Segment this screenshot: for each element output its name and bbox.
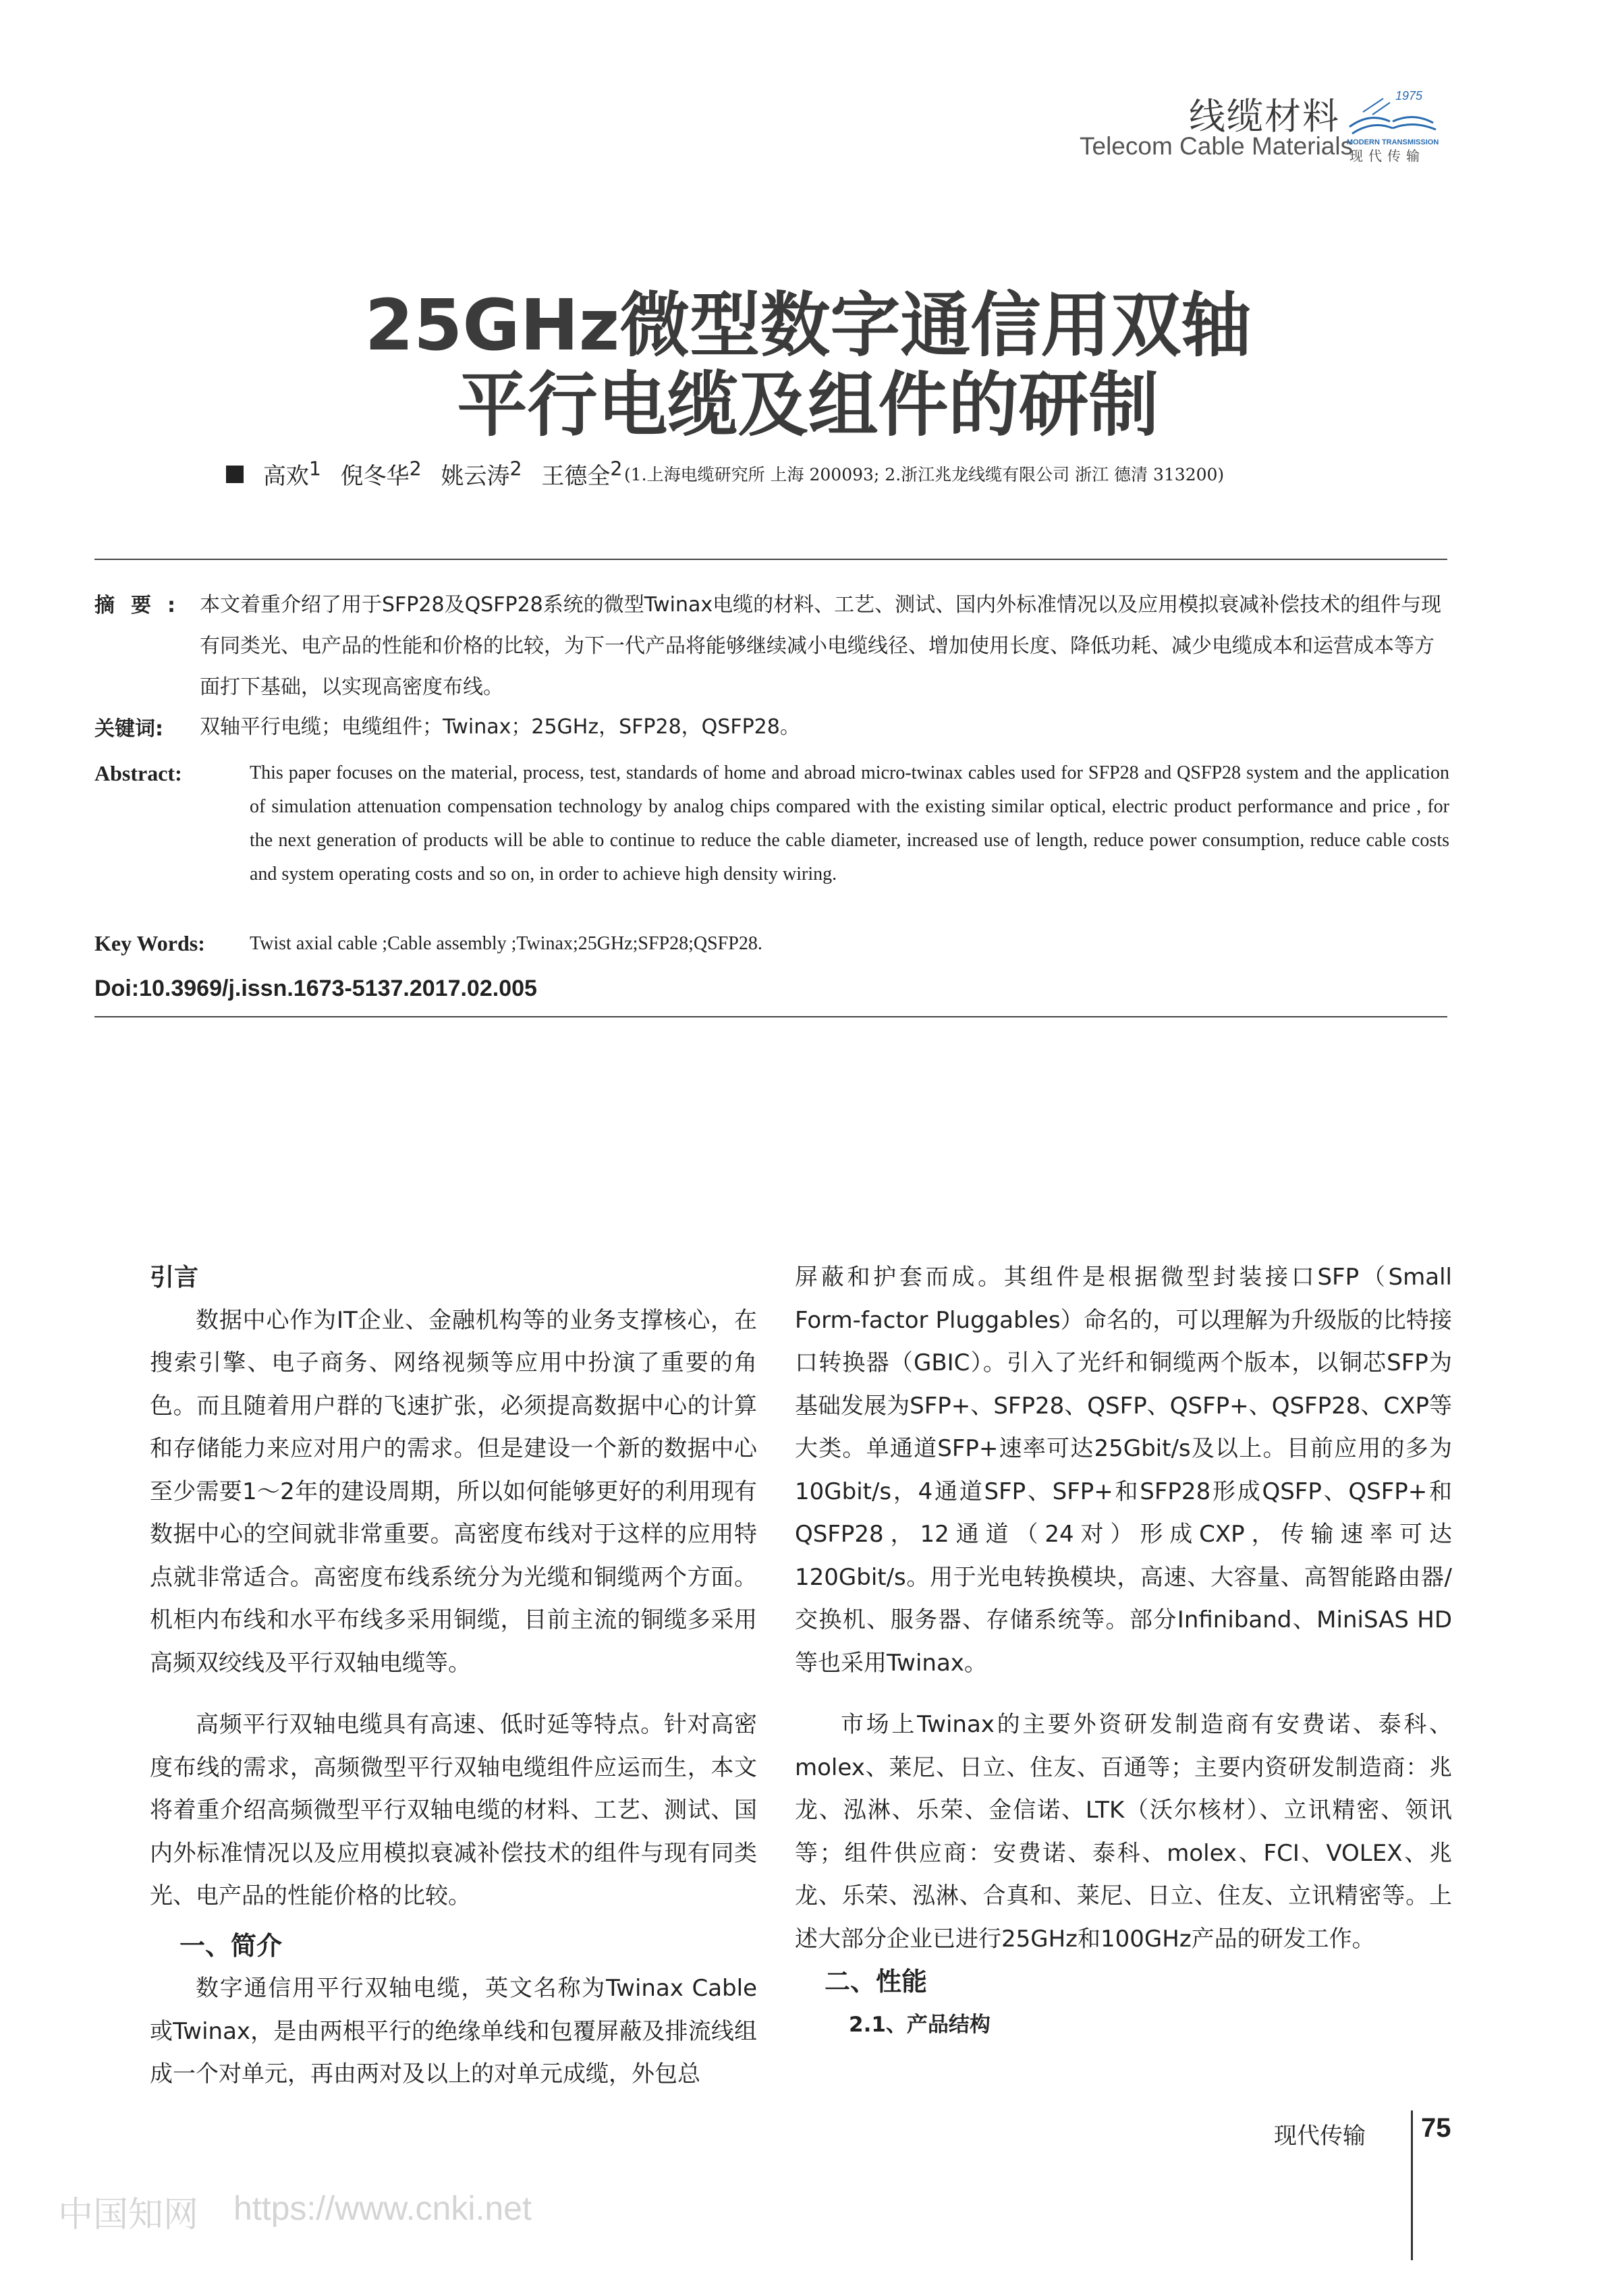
journal-section-title-en: Telecom Cable Materials [1080, 132, 1354, 160]
divider [94, 559, 1447, 560]
section-heading-intro: 引言 [150, 1264, 199, 1291]
body-column-right [795, 1256, 1452, 2046]
author-name: 高欢$^1$ [262, 457, 321, 490]
paragraph: 数字通信用平行双轴电缆，英文名称为Twinax Cable或Twinax，是由两根平行的绝缘单线和包覆屏蔽及排流线组成一个对单元，再由两对及以上的对单元成缆，外包总 [150, 1975, 757, 2088]
abstract-en-text: This paper focuses on the material, process, test, standards of home and abroad micro-twinax cables used for SFP28 and QSFP28 system and the application of simulation attenuation compensation technology by analog chips compared with the existing similar optical, electric product performance and price , for the next generation of products will be able to continue to reduce the cable diameter, increased use of length, reduce power consumption, reduce cable costs and system operating costs and so on, in order to achieve high density wiring. [250, 762, 1449, 885]
keywords-en-label: Key Words: [94, 931, 205, 955]
logo-cn: 现代传输 [1349, 148, 1425, 164]
author-name: 倪冬华$^2$ [340, 457, 422, 490]
doi[interactable]: Doi:10.3969/j.issn.1673-5137.2017.02.005 [94, 976, 537, 1001]
logo-year: 1975 [1395, 89, 1423, 103]
author-list [226, 457, 634, 491]
author-affiliation: (1.上海电缆研究所 上海 200093; 2.浙江兆龙线缆有限公司 浙江 德清 313200) [624, 465, 1225, 484]
body-column-left [150, 1256, 757, 2096]
paragraph: 屏蔽和护套而成。其组件是根据微型封装接口SFP（Small Form-factor Pluggables）命名的，可以理解为升级版的比特接口转换器（GBIC）。引入了光纤和铜缆两个版本，以铜芯SFP为基础发展为SFP+、SFP28、QSFP、QSFP+、QSFP28、CXP等大类。单通道SFP+速率可达25Gbit/s及以上。目前应用的多为10Gbit/s，4通道SFP、SFP+和SFP28形成QSFP、QSFP+和QSFP28，12通道（24对）形成CXP，传输速率可达120Gbit/s。用于光电转换模块，高速、大容量、高智能路由器/交换机、服务器、存储系统等。部分Infiniband、MiniSAS HD等也采用Twinax。 [795, 1264, 1452, 1677]
author-name: 王德全$^2$ [541, 457, 623, 490]
abstract-cn-text: 本文着重介绍了用于SFP28及QSFP28系统的微型Twinax电缆的材料、工艺、测试、国内外标准情况以及应用模拟衰减补偿技术的组件与现有同类光、电产品的性能和价格的比较，为下一代产品将能够继续减小电缆线径、增加使用长度、降低功耗、减少电缆成本和运营成本等方面打下基础，以实现高密度布线。 [200, 593, 1442, 699]
journal-logo [1343, 85, 1444, 165]
paragraph: 高频平行双轴电缆具有高速、低时延等特点。针对高密度布线的需求，高频微型平行双轴电缆组件应运而生，本文将着重介绍高频微型平行双轴电缆的材料、工艺、测试、国内外标准情况以及应用模拟衰减补偿技术的组件与现有同类光、电产品的性能价格的比较。 [150, 1711, 757, 1909]
abstract-en-label: Abstract: [94, 761, 182, 785]
subsection-heading-2-1: 2.1、产品结构 [849, 2012, 991, 2037]
paragraph: 数据中心作为IT企业、金融机构等的业务支撑核心，在搜索引擎、电子商务、网络视频等应用中扮演了重要的角色。而且随着用户群的飞速扩张，必须提高数据中心的计算和存储能力来应对用户的需求。但是建设一个新的数据中心至少需要1～2年的建设周期，所以如何能够更好的利用现有数据中心的空间就非常重要。高密度布线对于这样的应用特点就非常适合。高密度布线系统分为光缆和铜缆两个方面。机柜内布线和水平布线多采用铜缆，目前主流的铜缆多采用高频双绞线及平行双轴电缆等。 [150, 1306, 757, 1677]
watermark-cnki: 中国知网 [58, 2195, 199, 2235]
logo-en: MODERN TRANSMISSION [1347, 138, 1439, 146]
article-title-line-1: 25GHz微型数字通信用双轴 [364, 284, 1252, 366]
keywords-en-text: Twist axial cable ;Cable assembly ;Twinax;25GHz;SFP28;QSFP28. [250, 933, 762, 954]
keywords-cn-label: 关键词: [94, 717, 163, 741]
journal-section-title: 线缆材料 [1189, 95, 1340, 138]
footer-journal-name: 现代传输 [1274, 2123, 1366, 2150]
article-title-line-2: 平行电缆及组件的研制 [457, 364, 1159, 446]
abstract-cn-label: 摘要: [94, 594, 192, 617]
author-bullet-icon [226, 466, 244, 483]
watermark-url: https://www.cnki.net [233, 2189, 532, 2227]
section-heading-2: 二、性能 [825, 1967, 928, 1996]
paragraph: 市场上Twinax的主要外资研发制造商有安费诺、泰科、molex、莱尼、日立、住友、百通等；主要内资研发制造商：兆龙、泓淋、乐荣、金信诺、LTK（沃尔核材）、立讯精密、领讯等；组件供应商：安费诺、泰科、molex、FCI、VOLEX、兆龙、乐荣、泓淋、合真和、莱尼、日立、住友、立讯精密等。上述大部分企业已进行25GHz和100GHz产品的研发工作。 [795, 1711, 1452, 1953]
footer-divider [1411, 2110, 1413, 2260]
section-heading-1: 一、简介 [179, 1930, 283, 1961]
divider [94, 1016, 1447, 1017]
author-name: 姚云涛$^2$ [441, 457, 522, 490]
keywords-cn-text: 双轴平行电缆；电缆组件；Twinax；25GHz，SFP28，QSFP28。 [200, 715, 800, 739]
page-number: 75 [1421, 2113, 1451, 2143]
